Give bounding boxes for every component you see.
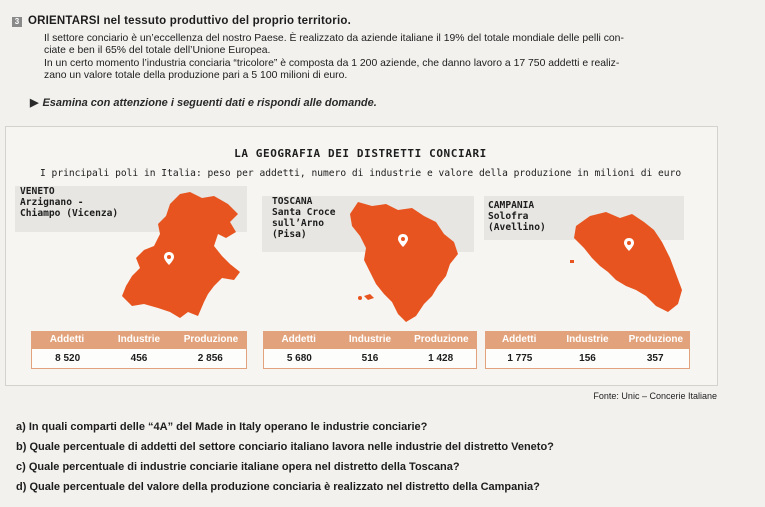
- intro-line-3: In un certo momento l’industria conciaria “tricolore” è composta da 1 200 aziende, che danno lavoro a 17 750 addetti e realiz-: [44, 58, 620, 69]
- campania-region-shape: [574, 212, 682, 312]
- value-industrie-toscana: 516: [361, 353, 379, 364]
- campania-map: [566, 208, 684, 320]
- intro-line-4: zano un valore totale della produzione pari a 5 100 milioni di euro.: [44, 70, 348, 81]
- exercise-heading: ORIENTARSI nel tessuto produttivo del proprio territorio.: [28, 15, 351, 27]
- col-header-produzione: Produzione: [183, 334, 239, 345]
- col-header-industrie: Industrie: [348, 334, 392, 345]
- intro-line-1: Il settore conciario è un’eccellenza del nostro Paese. È realizzato da aziende italiane il 19% del totale mondiale delle pelli con-: [44, 33, 624, 44]
- infographic-subtitle: I principali poli in Italia: peso per addetti, numero di industrie e valore della produzione in milioni di euro: [40, 168, 682, 179]
- value-industrie-veneto: 456: [130, 353, 148, 364]
- source-note: Fonte: Unic – Concerie Italiane: [593, 391, 717, 401]
- question-a: a) In quali comparti delle “4A” del Made in Italy operano le industrie conciarie?: [16, 421, 428, 433]
- question-c: c) Quale percentuale di industrie conciarie italiane opera nel distretto della Toscana?: [16, 461, 460, 473]
- table-header-veneto: [31, 331, 247, 349]
- col-header-addetti: Addetti: [281, 334, 316, 345]
- col-header-addetti: Addetti: [501, 334, 537, 345]
- toscana-map: [336, 198, 466, 328]
- table-row-toscana: [263, 349, 477, 369]
- table-header-campania: [485, 331, 690, 349]
- value-produzione-toscana: 1 428: [428, 353, 454, 364]
- infographic-title: LA GEOGRAFIA DEI DISTRETTI CONCIARI: [234, 147, 487, 160]
- arrow-right-icon: ▶: [30, 97, 39, 109]
- veneto-region-shape: [122, 192, 240, 318]
- veneto-map: [118, 190, 248, 325]
- district-label-veneto: VENETO Arzignano - Chiampo (Vicenza): [20, 186, 119, 219]
- col-header-industrie: Industrie: [117, 334, 161, 345]
- value-addetti-campania: 1 775: [507, 353, 533, 364]
- value-addetti-veneto: 8 520: [55, 353, 81, 364]
- col-header-addetti: Addetti: [49, 334, 85, 345]
- question-b: b) Quale percentuale di addetti del settore conciario italiano lavora nelle industrie del distretto Veneto?: [16, 441, 554, 453]
- table-row-campania: [485, 349, 690, 369]
- exercise-number: 3: [12, 17, 22, 27]
- col-header-industrie: Industrie: [566, 334, 609, 345]
- intro-line-2: ciate e ben il 65% del totale dell’Unione Europea.: [44, 45, 271, 56]
- question-d: d) Quale percentuale del valore della produzione conciaria è realizzato nel distretto della Campania?: [16, 481, 540, 493]
- col-header-produzione: Produzione: [628, 334, 684, 345]
- value-industrie-campania: 156: [579, 353, 596, 364]
- table-row-veneto: [31, 349, 247, 369]
- value-produzione-veneto: 2 856: [197, 353, 223, 364]
- district-label-toscana: TOSCANA Santa Croce sull’Arno (Pisa): [272, 196, 336, 240]
- value-addetti-toscana: 5 680: [286, 353, 312, 364]
- district-label-campania: CAMPANIA Solofra (Avellino): [488, 200, 546, 233]
- toscana-region-shape: [350, 202, 458, 322]
- task-instruction: ▶ Esamina con attenzione i seguenti dati e rispondi alle domande.: [30, 97, 377, 109]
- col-header-produzione: Produzione: [414, 334, 469, 345]
- value-produzione-campania: 357: [646, 353, 664, 364]
- table-header-toscana: [263, 331, 477, 349]
